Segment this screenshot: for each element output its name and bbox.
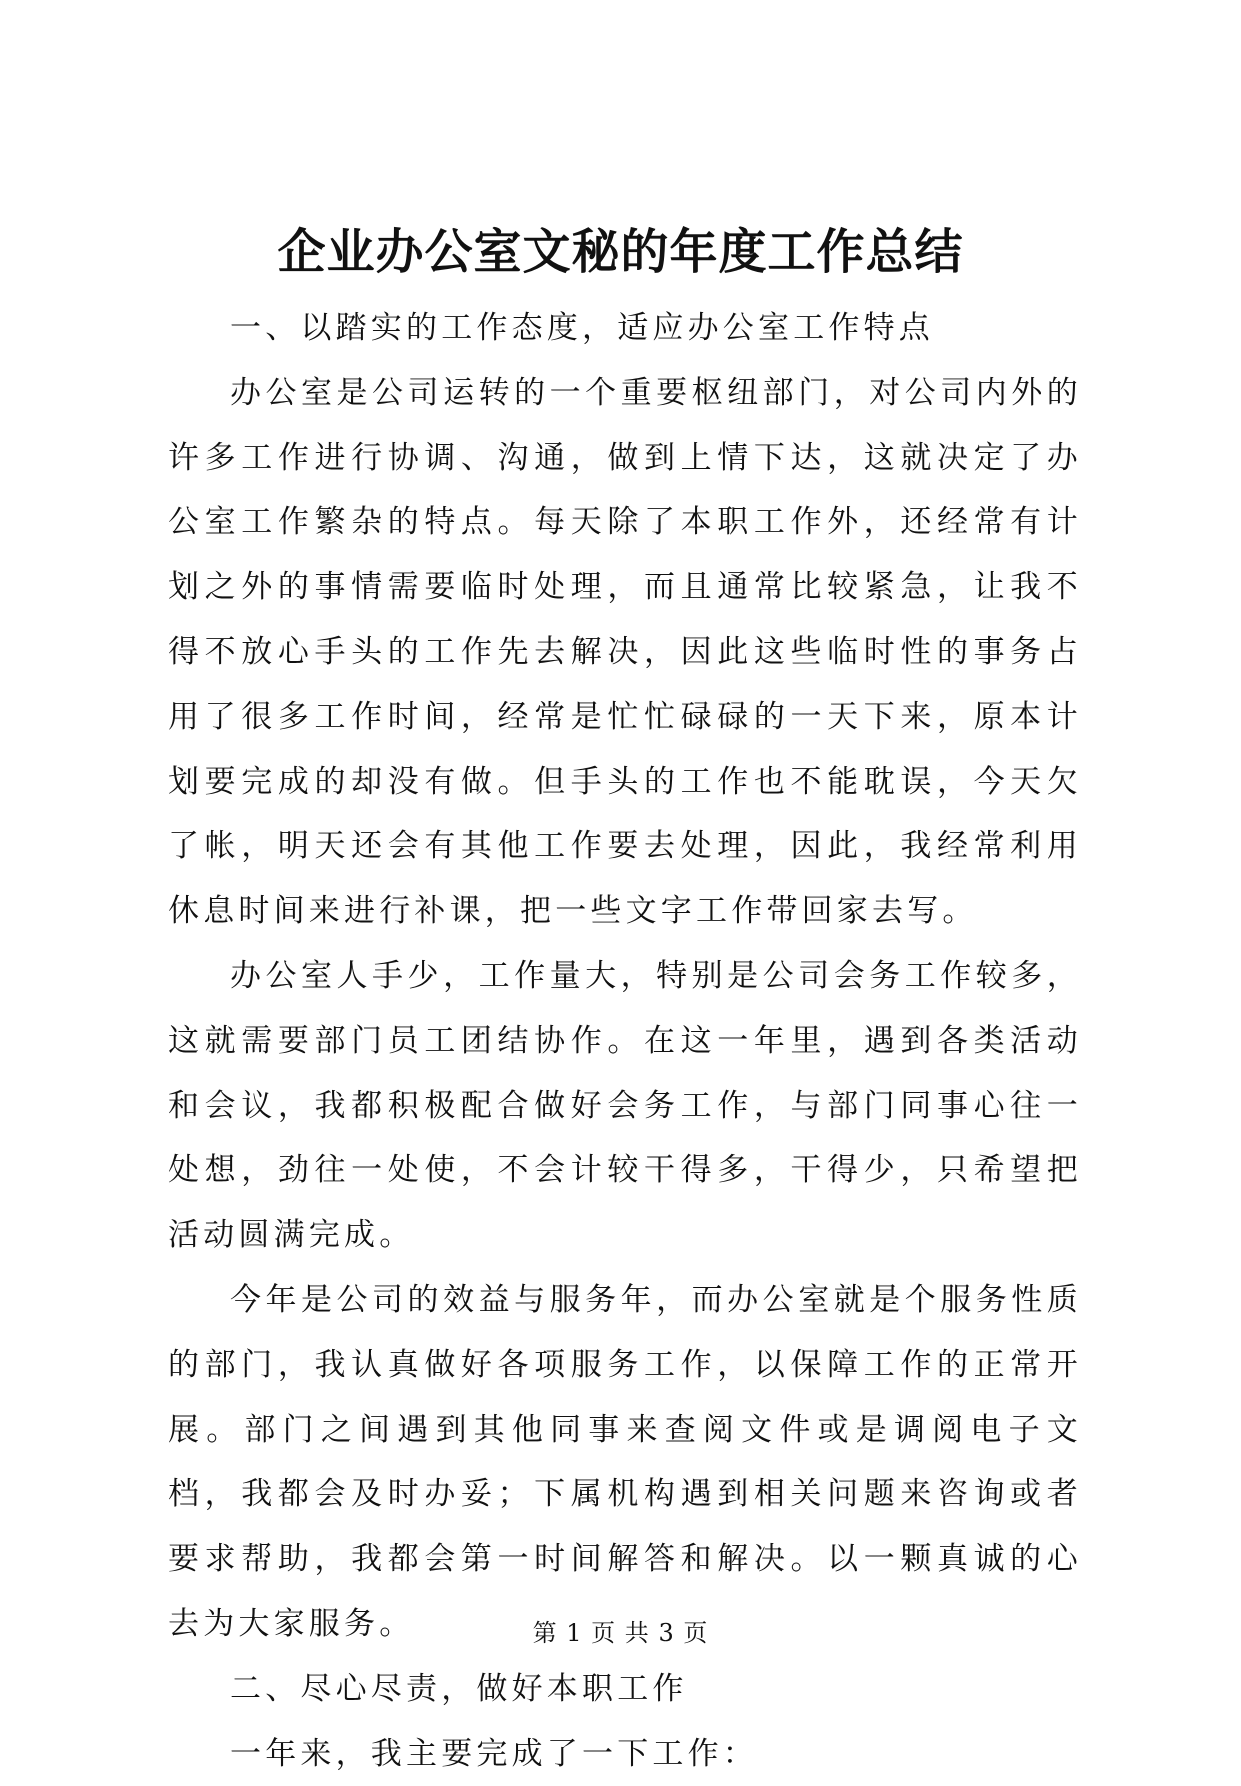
paragraph-3: 今年是公司的效益与服务年，而办公室就是个服务性质的部门，我认真做好各项服务工作，以保障工作的正常开展。部门之间遇到其他同事来查阅文件或是调阅电子文档，我都会及时办妥；下属机构遇到相关问题来咨询或者要求帮助，我都会第一时间解答和解决。以一颗真诚的心去为大家服务。 <box>168 1281 1082 1642</box>
paragraph-4: 一年来，我主要完成了一下工作： <box>230 1735 758 1772</box>
paragraph-1: 办公室是公司运转的一个重要枢纽部门，对公司内外的许多工作进行协调、沟通，做到上情下达，这就决定了办公室工作繁杂的特点。每天除了本职工作外，还经常有计划之外的事情需要临时处理，而且通常比较紧急，让我不得不放心手头的工作先去解决，因此这些临时性的事务占用了很多工作时间，经常是忙忙碌碌的一天下来，原本计划要完成的却没有做。但手头的工作也不能耽误，今天欠了帐，明天还会有其他工作要去处理，因此，我经常利用休息时间来进行补课，把一些文字工作带回家去写。 <box>168 374 1082 930</box>
document-title: 企业办公室文秘的年度工作总结 <box>277 224 964 280</box>
page-number-footer: 第 1 页 共 3 页 <box>532 1619 709 1647</box>
document-body <box>168 296 1082 1786</box>
section-heading-1: 一、以踏实的工作态度，适应办公室工作特点 <box>230 310 934 346</box>
paragraph-2: 办公室人手少，工作量大，特别是公司会务工作较多，这就需要部门员工团结协作。在这一年里，遇到各类活动和会议，我都积极配合做好会务工作，与部门同事心往一处想，劲往一处使，不会计较干得多，干得少，只希望把活动圆满完成。 <box>168 957 1082 1254</box>
section-heading-2: 二、尽心尽责，做好本职工作 <box>230 1670 688 1707</box>
